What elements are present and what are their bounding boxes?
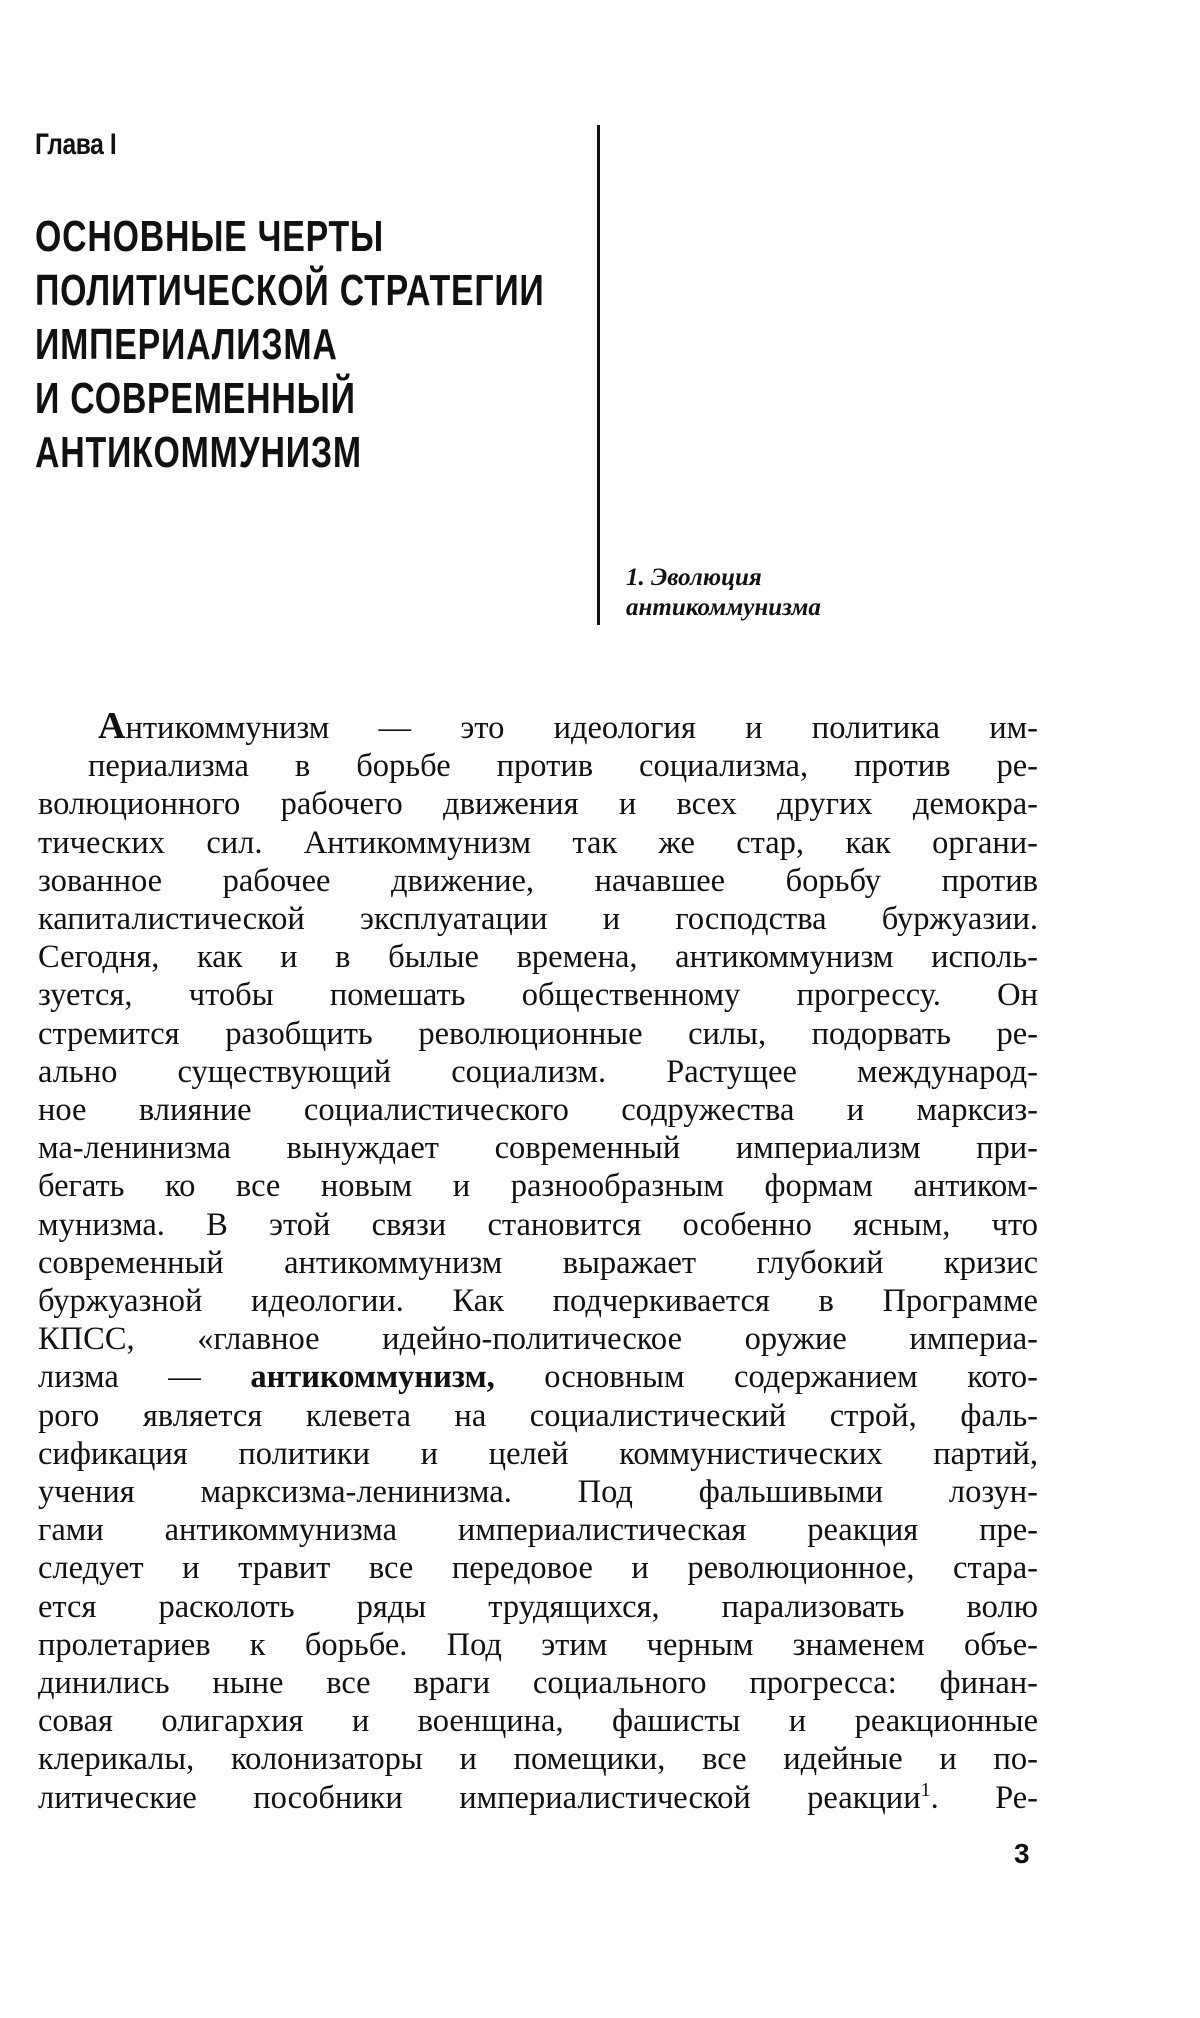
chapter-title-line: ИМПЕРИАЛИЗМА — [35, 320, 338, 369]
chapter-title-line: ОСНОВНЫЕ ЧЕРТЫ — [35, 212, 384, 261]
body-text — [38, 707, 1038, 1817]
body-line: сификация политики и целей коммунистических партий, — [38, 1435, 1038, 1472]
section-heading — [626, 563, 821, 623]
body-line: тических сил. Антикоммунизм так же стар, как органи- — [38, 824, 1038, 861]
body-line-text: основным содержанием кото- — [494, 1359, 1038, 1396]
body-line: мунизма. В этой связи становится особенно ясным, что — [38, 1206, 1038, 1243]
body-line-with-bold — [38, 1358, 1038, 1396]
body-line: гами антикоммунизма империалистическая реакция пре- — [38, 1512, 1038, 1549]
body-line: динились ныне все враги социального прогресса: финан- — [38, 1665, 1038, 1702]
body-line: совая олигархия и военщина, фашисты и реакционные — [38, 1703, 1038, 1740]
body-line: зованное рабочее движение, начавшее борьбу против — [38, 862, 1038, 899]
body-line: рого является клевета на социалистический строй, фаль- — [38, 1397, 1038, 1434]
bold-term: антикоммунизм, — [250, 1359, 495, 1396]
section-heading-line: антикоммунизма — [626, 594, 821, 621]
body-line: ется расколоть ряды трудящихся, парализовать волю — [38, 1588, 1038, 1625]
section-heading-line: 1. Эволюция — [626, 564, 762, 591]
body-line: ное влияние социалистического содружества и марксиз- — [38, 1092, 1038, 1129]
page-number: 3 — [1014, 1838, 1030, 1869]
body-line: буржуазной идеологии. Как подчеркивается в Программе — [38, 1283, 1038, 1320]
body-line: зуется, чтобы помешать общественному прогрессу. Он — [38, 977, 1038, 1014]
vertical-rule — [597, 125, 600, 625]
body-line-text: лизма — — [38, 1359, 251, 1396]
body-line: пролетариев к борьбе. Под этим черным знаменем объе- — [38, 1626, 1038, 1663]
footnote-mark: 1 — [920, 1778, 931, 1801]
body-line: ально существующий социализм. Растущее международ- — [38, 1053, 1038, 1090]
body-line: Сегодня, как и в былые времена, антикоммунизм исполь- — [38, 939, 1038, 976]
body-line: капиталистической эксплуатации и господства буржуазии. — [38, 901, 1038, 938]
chapter-title-line: АНТИКОММУНИЗМ — [35, 428, 362, 477]
body-line: волюционного рабочего движения и всех других демокра- — [38, 786, 1038, 823]
chapter-label: Глава I — [35, 128, 117, 161]
body-line-text: . Ре- — [930, 1779, 1038, 1816]
body-line: КПСС, «главное идейно-политическое оружие империа- — [38, 1321, 1038, 1358]
chapter-title-line: И СОВРЕМЕННЫЙ — [35, 374, 356, 423]
body-line: ма-ленинизма вынуждает современный империализм при- — [38, 1130, 1038, 1167]
chapter-title-line: ПОЛИТИЧЕСКОЙ СТРАТЕГИИ — [35, 266, 545, 315]
body-line: стремится разобщить революционные силы, подорвать ре- — [38, 1015, 1038, 1052]
body-line-first — [38, 705, 1038, 747]
drop-letter: А — [98, 705, 126, 747]
body-line: бегать ко все новым и разнообразным формам антиком- — [38, 1168, 1038, 1205]
body-line: клерикалы, колонизаторы и помещики, все идейные и по- — [38, 1741, 1038, 1778]
body-line-last — [38, 1779, 1038, 1817]
body-line: учения марксизма-ленинизма. Под фальшивыми лозун- — [38, 1474, 1038, 1511]
body-line-text: нтикоммунизм — это идеология и политика им- — [125, 710, 1038, 746]
body-line-text: литические пособники империалистической реакции — [38, 1779, 921, 1816]
body-line: следует и травит все передовое и революционное, стара- — [38, 1550, 1038, 1587]
body-line: современный антикоммунизм выражает глубокий кризис — [38, 1244, 1038, 1281]
body-line: периализма в борьбе против социализма, против ре- — [88, 748, 1038, 785]
chapter-title — [35, 210, 574, 480]
